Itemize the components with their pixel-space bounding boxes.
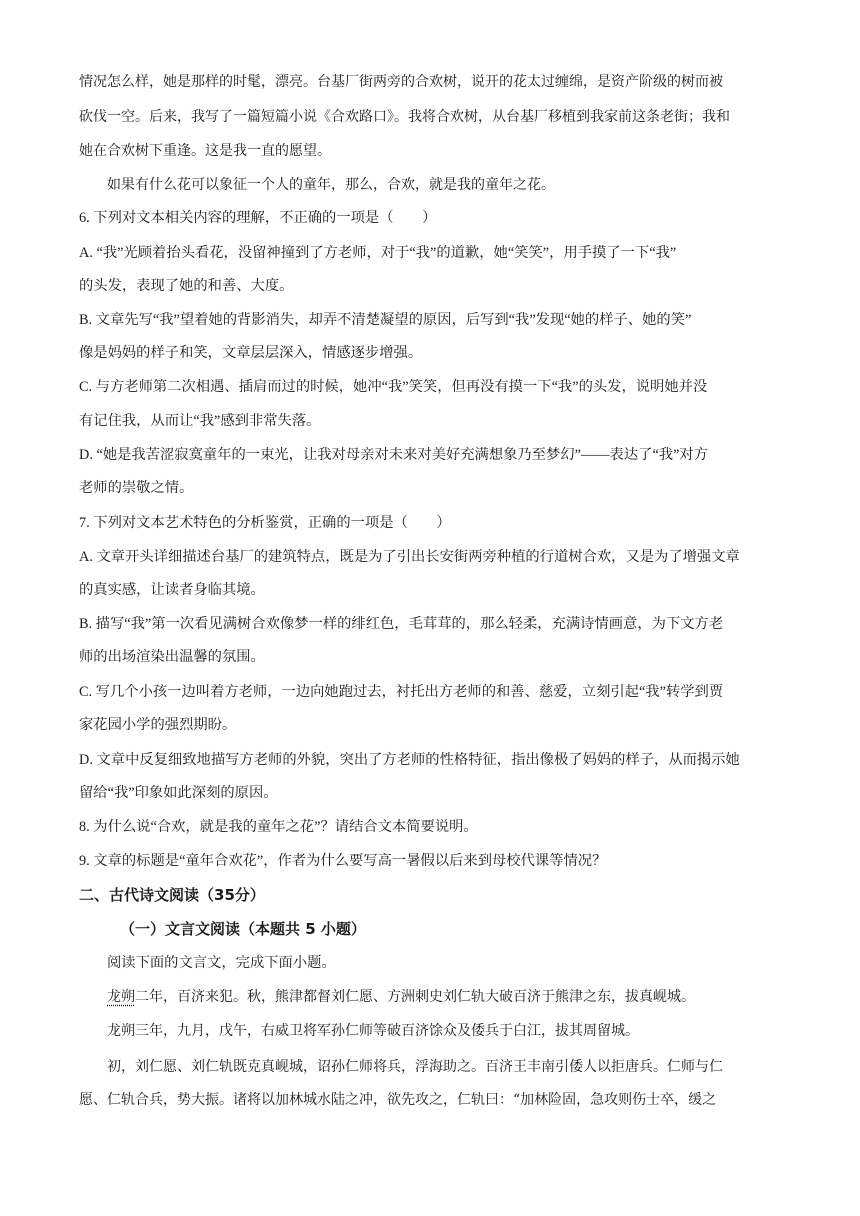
classical-text-paragraph [107, 987, 812, 1007]
reading-instruction: 阅读下面的文言文，完成下面小题。 [107, 955, 336, 971]
question-7-option-d: D. 文章中反复细致地描写方老师的外貌，突出了方老师的性格特征，指出像极了妈妈的样子，从而揭示她 [79, 752, 740, 768]
classical-text-paragraph: 龙朔三年，九月，戊午，右威卫将军孙仁师等破百济馀众及倭兵于白江，拔其周留城。 [107, 1023, 639, 1039]
classical-text-paragraph-cont: 愿、仁轨合兵，势大振。诸将以加林城水陆之冲，欲先攻之，仁轨曰：“加林险固，急攻则伤士卒，缓之 [79, 1092, 717, 1108]
question-8: 8. 为什么说“合欢，就是我的童年之花”？请结合文本简要说明。 [79, 819, 478, 835]
section-heading: 二、古代诗文阅读（35分） [79, 886, 265, 904]
question-6-option-d-cont: 老师的崇敬之情。 [79, 480, 194, 496]
question-6-option-b: B. 文章先写“我”望着她的背影消失，却弄不清楚凝望的原因，后写到“我”发现“她的样子、她的笑” [79, 312, 692, 328]
question-9: 9. 文章的标题是“童年合欢花”，作者为什么要写高一暑假以后来到母校代课等情况？ [79, 853, 607, 869]
question-7-option-c-cont: 家花园小学的强烈期盼。 [79, 717, 237, 733]
classical-text-run: 二年，百济来犯。秋，熊津都督刘仁愿、方洲刺史刘仁轨大破百济于熊津之东，拔真岘城。 [135, 989, 695, 1005]
passage-line: 如果有什么花可以象征一个人的童年，那么，合欢，就是我的童年之花。 [107, 177, 555, 193]
passage-line: 情况怎么样，她是那样的时髦，漂亮。台基厂街两旁的合欢树，说开的花太过缠绵，是资产阶级的树而被 [79, 74, 723, 90]
passage-line: 砍伐一空。后来，我写了一篇短篇小说《合欢路口》。我将合欢树，从台基厂移植到我家前这条老街；我和 [79, 109, 730, 125]
question-7-option-c: C. 写几个小孩一边叫着方老师，一边向她跑过去，衬托出方老师的和善、慈爱，立刻引起“我”转学到贾 [79, 684, 724, 700]
subsection-heading: （一）文言文阅读（本题共 5 小题） [120, 920, 366, 938]
question-7-option-a: A. 文章开头详细描述台基厂的建筑特点，既是为了引出长安街两旁种植的行道树合欢，又是为了增强文章 [79, 549, 740, 565]
dotted-emphasis: 龙朔 [107, 989, 135, 1005]
question-6-option-a: A. “我”光顾着抬头看花，没留神撞到了方老师，对于“我”的道歉，她“笑笑”，用手摸了一下“我” [79, 245, 677, 261]
question-6-option-c-cont: 有记住我，从而让“我”感到非常失落。 [79, 413, 321, 429]
question-7-option-a-cont: 的真实感，让读者身临其境。 [79, 582, 265, 598]
question-7-option-b: B. 描写“我”第一次看见满树合欢像梦一样的绯红色，毛茸茸的，那么轻柔，充满诗情画意，为下文方老 [79, 616, 724, 632]
question-7-stem: 7. 下列对文本艺术特色的分析鉴赏，正确的一项是（ ） [79, 515, 451, 531]
question-6-option-b-cont: 像是妈妈的样子和笑，文章层层深入，情感逐步增强。 [79, 345, 423, 361]
classical-text-paragraph: 初，刘仁愿、刘仁轨既克真岘城，诏孙仁师将兵，浮海助之。百济王丰南引倭人以拒唐兵。仁师与仁 [107, 1059, 723, 1075]
passage-line: 她在合欢树下重逢。这是我一直的愿望。 [79, 143, 331, 159]
question-7-option-b-cont: 师的出场渲染出温馨的氛围。 [79, 649, 265, 665]
question-6-option-c: C. 与方老师第二次相遇、插肩而过的时候，她冲“我”笑笑，但再没有摸一下“我”的头发，说明她并没 [79, 379, 708, 395]
question-7-option-d-cont: 留给“我”印象如此深刻的原因。 [79, 785, 278, 801]
question-6-option-a-cont: 的头发，表现了她的和善、大度。 [79, 278, 294, 294]
question-6-option-d: D. “她是我苦涩寂寞童年的一束光，让我对母亲对未来对美好充满想象乃至梦幻”——表达了“我”对方 [79, 447, 709, 463]
question-6-stem: 6. 下列对文本相关内容的理解，不正确的一项是（ ） [79, 210, 437, 226]
